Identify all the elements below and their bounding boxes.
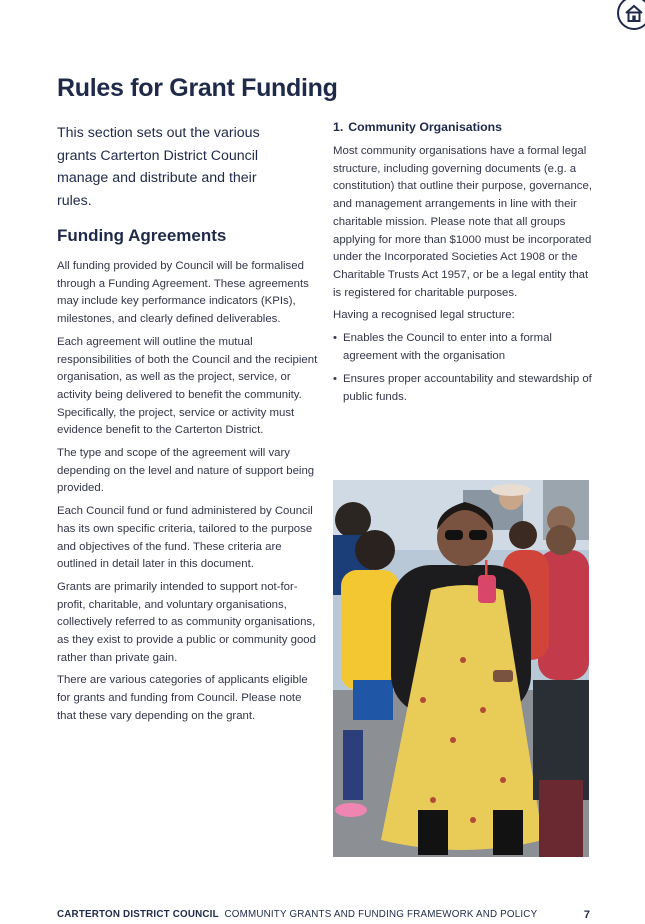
list-item <box>333 371 595 406</box>
community-event-photo <box>333 480 589 857</box>
funding-agreements-heading: Funding Agreements <box>57 226 227 245</box>
paragraph: Grants are primarily intended to support not-for-profit, charitable, and voluntary organisations, collectively referred to as community organisations, as they exist to provide a public or community good rather than private gain. <box>57 580 316 664</box>
bullet-list <box>333 330 595 407</box>
paragraph: All funding provided by Council will be formalised through a Funding Agreement. These agreements may include key performance indicators (KPIs), milestones, and clearly defined deliverables. <box>57 260 309 326</box>
section-title: Community Organisations <box>348 120 502 134</box>
paragraph: Each agreement will outline the mutual responsibilities of both the Council and the recipient organisation, as well as the project, service, or activity being delivered to benefit the community. Specifically, the project, service or activity must evidence benefit to the Carterton District. <box>57 335 318 437</box>
community-organisations-heading <box>333 120 595 134</box>
page-number: 7 <box>583 909 590 921</box>
left-column <box>57 122 319 731</box>
page-title: Rules for Grant Funding <box>57 74 338 102</box>
right-column <box>333 120 595 413</box>
home-button[interactable] <box>617 0 645 30</box>
bullet-marker: • <box>333 373 337 386</box>
paragraph: The type and scope of the agreement will vary depending on the level and nature of support being provided. <box>57 447 315 495</box>
intro-text: This section sets out the various grants Carterton District Council manage and distribute and their rules. <box>57 125 260 209</box>
photo-illustration <box>333 480 589 857</box>
paragraph: Each Council fund or fund administered by Council has its own specific criteria, tailored to the purpose and objectives of the fund. These criteria are outlined in detail later in this document. <box>57 505 313 571</box>
footer-organisation: CARTERTON DISTRICT COUNCIL <box>57 909 219 920</box>
section-number: 1. <box>333 120 344 134</box>
list-intro: Having a recognised legal structure: <box>333 309 515 322</box>
footer <box>57 909 590 920</box>
bullet-marker: • <box>333 332 337 345</box>
community-organisations-paragraph: Most community organisations have a formal legal structure, including governing documents (e.g. a constitution) that outline their purpose, governance, and management arrangements in line with their charitable mission. Please note that all groups applying for more than $1000 must be incorporated under the Incorporated Societies Act 1908 or the Charitable Trusts Act 1957, or be a legal entity that is registered for charitable purposes. <box>333 145 592 299</box>
footer-document-title: COMMUNITY GRANTS AND FUNDING FRAMEWORK AND POLICY <box>224 909 538 920</box>
paragraph: There are various categories of applicants eligible for grants and funding from Council. Please note that these vary depending on the grant. <box>57 674 308 722</box>
home-icon <box>624 4 644 22</box>
list-item-text: Enables the Council to enter into a formal agreement with the organisation <box>343 332 552 362</box>
list-item <box>333 330 595 365</box>
list-item-text: Ensures proper accountability and stewardship of public funds. <box>343 373 592 404</box>
